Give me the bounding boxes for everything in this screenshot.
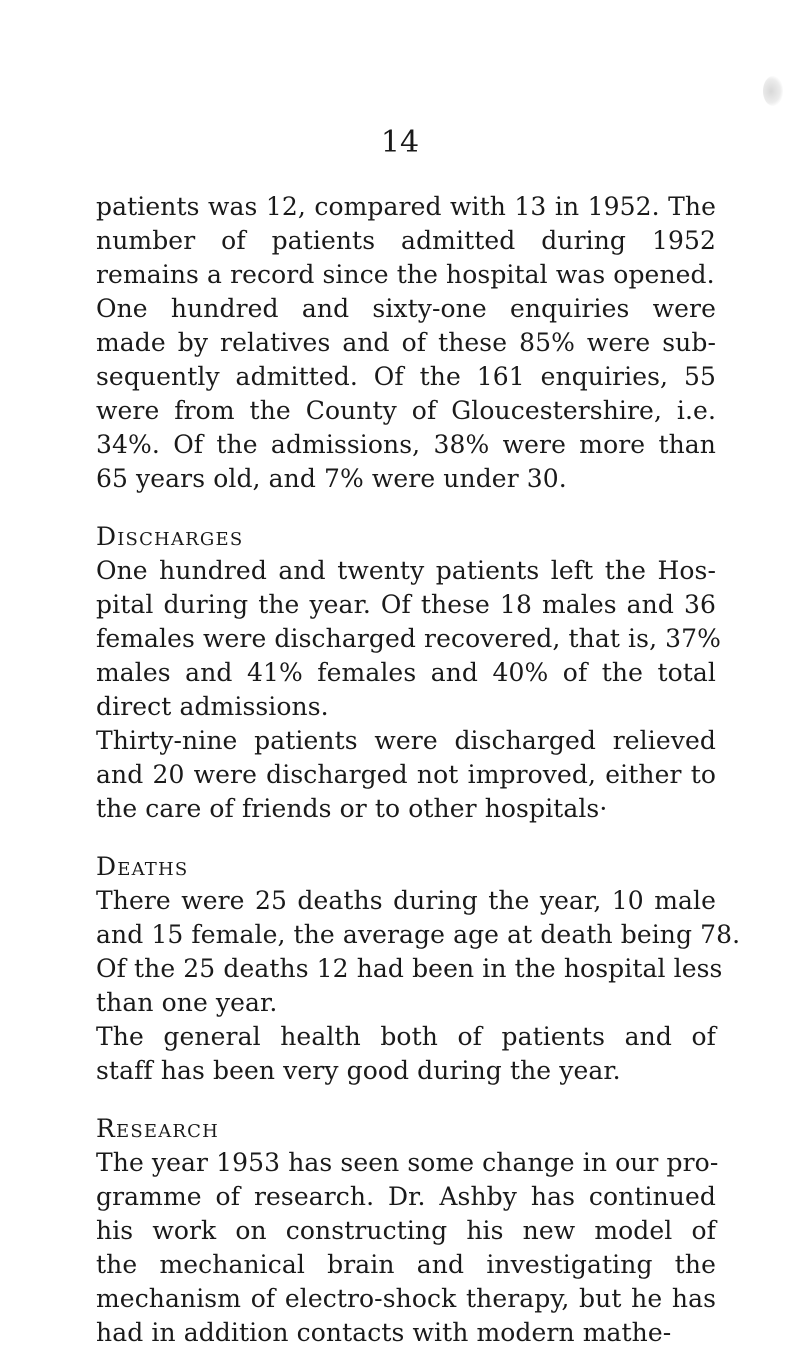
text-line: gramme of research. Dr. Ashby has continued [96,1182,716,1211]
text-line: pital during the year. Of these 18 males and 36 [96,590,716,619]
text-line: The year 1953 has seen some change in our pro- [96,1148,719,1177]
paragraph [96,884,741,1020]
text-line: females were discharged recovered, that is, 37% [96,624,722,653]
paragraph [96,724,716,826]
ink-blot [763,76,783,106]
text-line: remains a record since the hospital was opened. [96,260,715,289]
paragraph [96,1146,719,1350]
section-heading: Discharges [96,522,244,551]
text-line: made by relatives and of these 85% were sub- [96,328,716,357]
text-line: 65 years old, and 7% were under 30. [96,464,567,493]
text-line: number of patients admitted during 1952 [96,226,716,255]
document-body [96,190,741,1350]
paragraph [96,292,716,496]
text-line: the mechanical brain and investigating the [96,1250,716,1279]
text-line: The general health both of patients and of [96,1022,716,1051]
text-line: Of the 25 deaths 12 had been in the hospital less [96,954,723,983]
text-line: and 15 female, the average age at death being 78. [96,920,741,949]
text-line: were from the County of Gloucestershire, i.e. [96,396,716,425]
text-line: had in addition contacts with modern mathe- [96,1318,672,1347]
text-line: his work on constructing his new model of [96,1216,716,1245]
text-line: sequently admitted. Of the 161 enquiries, 55 [96,362,716,391]
paragraph [96,190,716,292]
text-line: mechanism of electro-shock therapy, but he has [96,1284,716,1313]
text-line: One hundred and sixty-one enquiries were [96,294,716,323]
text-line: and 20 were discharged not improved, either to [96,760,716,789]
text-line: 34%. Of the admissions, 38% were more than [96,430,716,459]
text-line: than one year. [96,988,278,1017]
text-line: males and 41% females and 40% of the total [96,658,716,687]
text-line: There were 25 deaths during the year, 10 male [96,886,716,915]
page-number: 14 [380,125,420,160]
text-line: the care of friends or to other hospitals· [96,794,608,823]
paragraph [96,554,722,724]
text-line: One hundred and twenty patients left the Hos- [96,556,716,585]
section-heading: Research [96,1114,220,1143]
text-line: staff has been very good during the year. [96,1056,621,1085]
text-line: Thirty-nine patients were discharged relieved [96,726,716,755]
text-line: patients was 12, compared with 13 in 1952. The [96,192,716,221]
paragraph [96,1020,716,1088]
text-line: direct admissions. [96,692,329,721]
section-heading: Deaths [96,852,189,881]
